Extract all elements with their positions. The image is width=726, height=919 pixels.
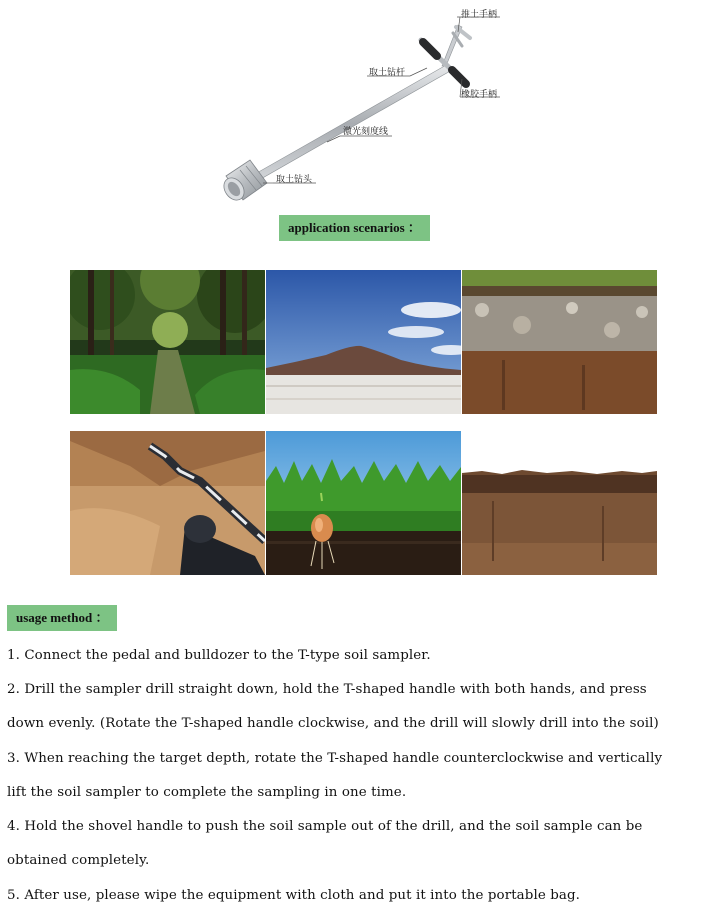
label-laser-scale: 激光刻度线 — [343, 127, 389, 137]
label-drill-rod: 取土钻杆 — [369, 68, 406, 78]
drill-head — [220, 160, 267, 204]
photo-rocky-soil-profile — [462, 270, 657, 414]
photo-grass-onion-soil — [266, 431, 461, 575]
soil-sampler-diagram — [0, 0, 726, 212]
usage-step-5: 5. After use, please wipe the equipment with cloth and put it into the portable bag. — [7, 888, 580, 903]
usage-step-2-line-2: down evenly. (Rotate the T-shaped handle clockwise, and the drill will slowly drill into the soil) — [7, 716, 659, 731]
photo-brown-soil-profile — [462, 431, 657, 575]
photo-volcano-salt-flat — [266, 270, 461, 414]
usage-step-3-line-1: 3. When reaching the target depth, rotate the T-shaped handle counterclockwise and vertically — [7, 751, 663, 766]
rubber-grip-left — [423, 42, 437, 56]
label-drill-head: 取土钻头 — [276, 175, 313, 185]
photo-pipeline-trench — [70, 431, 265, 575]
usage-step-4-line-2: obtained completely. — [7, 853, 150, 868]
label-push-handle: 推土手柄 — [461, 10, 498, 20]
usage-step-2-line-1: 2. Drill the sampler drill straight down, hold the T-shaped handle with both hands, and press — [7, 682, 647, 697]
usage-method-title: usage method ： — [7, 605, 117, 631]
application-scenarios-title: application scenarios ： — [279, 215, 430, 241]
photo-forest-path — [70, 270, 265, 414]
usage-step-4-line-1: 4. Hold the shovel handle to push the soil sample out of the drill, and the soil sample can be — [7, 819, 643, 834]
usage-step-1: 1. Connect the pedal and bulldozer to the T-type soil sampler. — [7, 648, 431, 663]
usage-step-3-line-2: lift the soil sampler to complete the sampling in one time. — [7, 785, 407, 800]
label-rubber-handle: 橡胶手柄 — [461, 90, 498, 100]
rubber-grip-right — [452, 70, 466, 84]
soil-sampler-illustration — [0, 0, 726, 212]
